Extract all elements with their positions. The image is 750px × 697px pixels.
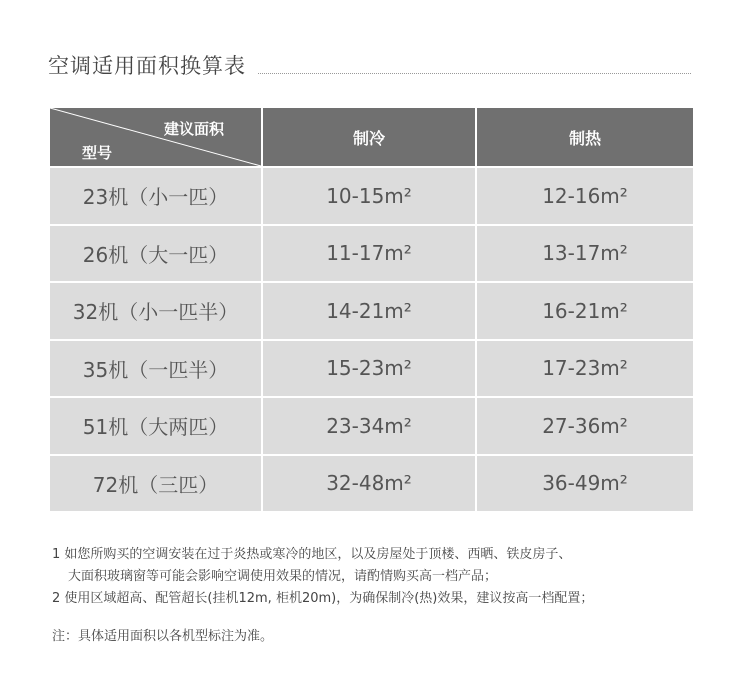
title-dotted-rule <box>258 73 691 74</box>
cooling-cell: 32-48m² <box>263 456 477 512</box>
heating-cell: 12-16m² <box>542 183 628 208</box>
heating-cell: 17-23m² <box>542 356 628 381</box>
table-row <box>50 281 693 339</box>
heating-cell: 36-49m² <box>542 471 628 496</box>
model-cell: 32机（小一匹半） <box>50 283 263 339</box>
table-row <box>50 224 693 282</box>
note-1: 1 如您所购买的空调安装在过于炎热或寒冷的地区，以及房屋处于顶楼、西晒、铁皮房子、 <box>52 547 572 562</box>
area-conversion-table <box>50 108 693 511</box>
cooling-cell: 23-34m² <box>263 398 477 454</box>
note-1-continued: 大面积玻璃窗等可能会影响空调使用效果的情况，请酌情购买高一档产品； <box>68 569 498 584</box>
heating-cell: 27-36m² <box>542 413 628 438</box>
table-row <box>50 339 693 397</box>
heating-cell: 13-17m² <box>542 241 628 266</box>
model-cell: 23机（小一匹） <box>50 168 263 224</box>
notes-section <box>52 544 593 648</box>
model-cell: 72机（三匹） <box>50 456 263 512</box>
header-area-label: 建议面积 <box>164 120 225 138</box>
table-row <box>50 454 693 512</box>
table-row <box>50 166 693 224</box>
model-cell: 51机（大两匹） <box>50 398 263 454</box>
heating-cell: 16-21m² <box>542 298 628 323</box>
header-cooling: 制冷 <box>263 108 477 166</box>
header-corner-cell <box>50 108 263 166</box>
cooling-cell: 11-17m² <box>263 226 477 282</box>
cooling-cell: 14-21m² <box>263 283 477 339</box>
note-disclaimer: 注：具体适用面积以各机型标注为准。 <box>52 629 274 644</box>
header-heating: 制热 <box>568 128 601 148</box>
model-cell: 26机（大一匹） <box>50 226 263 282</box>
table-row <box>50 396 693 454</box>
table-header <box>50 108 693 166</box>
note-2: 2 使用区域超高、配管超长(挂机12m, 柜机20m)，为确保制冷(热)效果，建议按高一档配置； <box>52 591 594 606</box>
page-title: 空调适用面积换算表 <box>48 54 246 78</box>
model-cell: 35机（一匹半） <box>50 341 263 397</box>
header-model-label: 型号 <box>82 144 113 162</box>
cooling-cell: 15-23m² <box>263 341 477 397</box>
cooling-cell: 10-15m² <box>263 168 477 224</box>
